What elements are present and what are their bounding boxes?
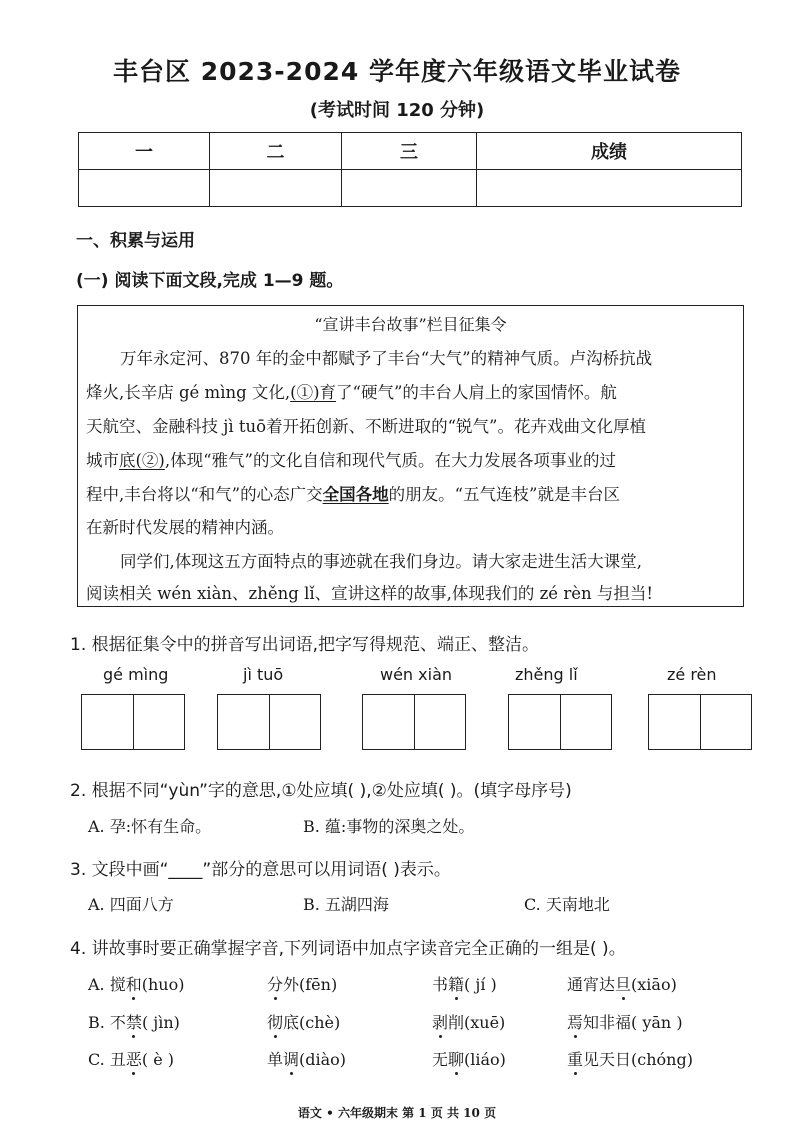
word-post: 削(xuē): [448, 1013, 506, 1032]
word-pre: A. 搅: [88, 975, 126, 994]
score-cell-total[interactable]: [477, 170, 742, 207]
word-pre: 通宵达: [567, 975, 616, 994]
question-2: 2. 根据不同“yùn”字的意思,①处应填( ),②处应填( )。(填字母序号): [70, 781, 572, 801]
word-item: [567, 1047, 693, 1070]
score-cell-1[interactable]: [79, 170, 210, 207]
word-pre: 单: [267, 1050, 284, 1069]
notice-line: [86, 481, 620, 505]
dotted-char: 禁: [126, 1010, 142, 1033]
pinyin-label: wén xiàn: [380, 665, 453, 684]
score-header-1: 一: [79, 133, 210, 170]
notice-title: “宣讲丰台故事”栏目征集令: [314, 315, 507, 334]
notice-text: ,体现“雅气”的文化自信和现代气质。在大力发展各项事业的过: [164, 451, 616, 470]
dotted-char: 旦: [615, 972, 631, 995]
blank-2: 底(②): [119, 451, 165, 470]
word-pre: 书: [432, 975, 449, 994]
dotted-char: 调: [283, 1047, 299, 1070]
word-item: [267, 972, 337, 995]
word-item: [567, 972, 677, 995]
exam-duration: (考试时间 120 分钟): [309, 100, 485, 121]
dotted-char: 剥: [432, 1010, 448, 1033]
page-title: 丰台区 2023-2024 学年度六年级语文毕业试卷: [113, 57, 681, 86]
word-post: (xiāo): [631, 975, 677, 994]
dotted-char: 恶: [126, 1047, 142, 1070]
word-item: [88, 1010, 180, 1033]
word-pre: B. 不: [88, 1013, 126, 1032]
word-post: 外(fēn): [283, 975, 338, 994]
score-cell-3[interactable]: [342, 170, 477, 207]
dotted-char: 和: [126, 972, 142, 995]
question-1: 1. 根据征集令中的拼音写出词语,把字写得规范、端正、整洁。: [70, 635, 540, 655]
dotted-char: 彻: [267, 1010, 283, 1033]
blank-1: (①)育: [290, 383, 337, 402]
word-pre: C. 丑: [88, 1050, 126, 1069]
word-item: [267, 1047, 346, 1070]
word-item: [432, 972, 497, 995]
word-post: 见天日(chóng): [583, 1050, 693, 1069]
word-item: [88, 972, 184, 995]
writing-box[interactable]: [362, 694, 466, 750]
subsection-heading: (一) 阅读下面文段,完成 1—9 题。: [76, 271, 344, 291]
writing-box[interactable]: [648, 694, 752, 750]
dotted-char: 焉: [567, 1010, 583, 1033]
score-header-2: 二: [210, 133, 342, 170]
pinyin-label: zé rèn: [667, 665, 717, 684]
writing-box[interactable]: [217, 694, 321, 750]
score-header-total: 成绩: [477, 133, 742, 170]
notice-line: 阅读相关 wén xiàn、zhěng lǐ、宣讲这样的故事,体现我们的 zé rèn 与担当!: [86, 584, 653, 603]
word-post: 底(chè): [283, 1013, 341, 1032]
writing-box[interactable]: [81, 694, 185, 750]
question-3: 3. 文段中画“____”部分的意思可以用词语( )表示。: [70, 860, 451, 880]
notice-line: 在新时代发展的精神内涵。: [86, 518, 284, 537]
option-b: B. 五湖四海: [303, 895, 389, 914]
score-cell-2[interactable]: [210, 170, 342, 207]
word-post: (huo): [141, 975, 185, 994]
word-item: [432, 1047, 506, 1070]
section-heading: 一、积累与运用: [76, 231, 195, 251]
word-item: [267, 1010, 340, 1033]
word-post: 知非福( yān ): [583, 1013, 683, 1032]
dotted-char: 分: [267, 972, 283, 995]
pinyin-label: jì tuō: [243, 665, 284, 684]
notice-line: 天航空、金融科技 jì tuō着开拓创新、不断进取的“锐气”。花卉戏曲文化厚植: [86, 417, 646, 436]
option-a: A. 四面八方: [88, 895, 174, 914]
notice-text: 烽火,长辛店 gé mìng 文化,: [86, 383, 291, 402]
word-post: (diào): [299, 1050, 347, 1069]
question-4: 4. 讲故事时要正确掌握字音,下列词语中加点字读音完全正确的一组是( )。: [70, 939, 626, 959]
option-a: A. 孕:怀有生命。: [88, 817, 212, 836]
notice-line: [86, 447, 616, 471]
word-pre: 无: [432, 1050, 449, 1069]
word-item: [88, 1047, 174, 1070]
word-item: [432, 1010, 505, 1033]
word-post: (liáo): [464, 1050, 506, 1069]
word-post: ( jí ): [464, 975, 497, 994]
dotted-char: 聊: [448, 1047, 464, 1070]
notice-line: [86, 379, 617, 403]
dotted-char: 籍: [448, 972, 464, 995]
word-item: [567, 1010, 683, 1033]
underlined-phrase: 全国各地: [322, 485, 389, 504]
word-post: ( è ): [141, 1050, 174, 1069]
notice-line: 万年永定河、870 年的金中都赋予了丰台“大气”的精神气质。卢沟桥抗战: [120, 349, 653, 368]
notice-text: 了“硬气”的丰台人肩上的家国情怀。航: [336, 383, 617, 402]
notice-line: 同学们,体现这五方面特点的事迹就在我们身边。请大家走进生活大课堂,: [120, 552, 642, 571]
page-footer: 语文 • 六年级期末 第 1 页 共 10 页: [297, 1106, 497, 1120]
option-c: C. 天南地北: [524, 895, 610, 914]
pinyin-label: zhěng lǐ: [515, 665, 578, 684]
notice-text: 程中,丰台将以“和气”的心态广交: [86, 485, 323, 504]
writing-box[interactable]: [508, 694, 612, 750]
option-b: B. 蕴:事物的深奥之处。: [303, 817, 475, 836]
word-post: ( jìn): [141, 1013, 180, 1032]
score-header-3: 三: [342, 133, 477, 170]
notice-text: 城市: [86, 451, 119, 470]
notice-text: 的朋友。“五气连枝”就是丰台区: [388, 485, 620, 504]
dotted-char: 重: [567, 1047, 583, 1070]
score-table: [78, 132, 742, 207]
pinyin-label: gé mìng: [103, 665, 169, 684]
